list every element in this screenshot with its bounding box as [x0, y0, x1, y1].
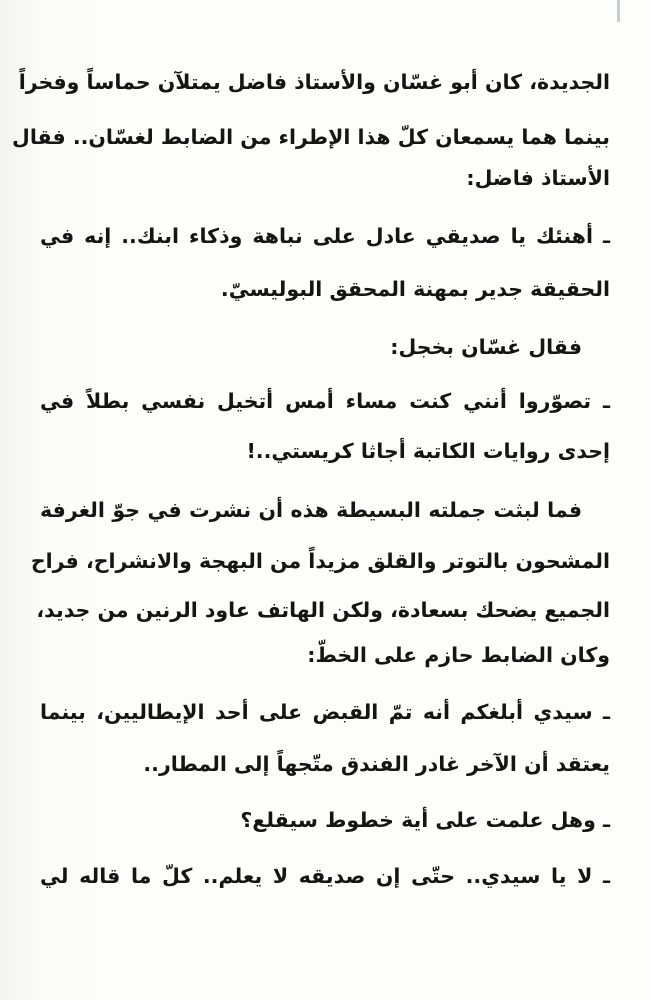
- text-line-12: وكان الضابط حازم على الخطّ:: [307, 643, 610, 667]
- text-line-16: ـ لا يا سيدي.. حتّى إن صديقه لا يعلم.. كلّ ما قاله لي: [40, 864, 610, 888]
- text-line-7: ـ تصوّروا أنني كنت مساء أمس أتخيل نفسي بطلاً في: [40, 389, 610, 413]
- text-line-15: ـ وهل علمت على أية خطوط سيقلع؟: [240, 808, 610, 832]
- text-line-6: فقال غسّان بخجل:: [390, 335, 582, 359]
- text-line-4: ـ أهنئك يا صديقي عادل على نباهة وذكاء ابنك.. إنه في: [40, 224, 610, 248]
- text-line-13: ـ سيدي أبلغكم أنه تمّ القبض على أحد الإيطاليين، بينما: [40, 700, 610, 724]
- text-line-10: المشحون بالتوتر والقلق مزيداً من البهجة والانشراح، فراح: [30, 549, 610, 573]
- text-line-5: الحقيقة جدير بمهنة المحقق البوليسيّ.: [220, 277, 610, 301]
- page-edge-mark: [617, 0, 620, 22]
- text-line-2: بينما هما يسمعان كلّ هذا الإطراء من الضابط لغسّان.. فقال: [12, 125, 610, 149]
- text-line-11: الجميع يضحك بسعادة، ولكن الهاتف عاود الرنين من جديد،: [36, 598, 610, 622]
- text-line-1: الجديدة، كان أبو غسّان والأستاذ فاضل يمتلآن حماساً وفخراً: [18, 70, 610, 94]
- text-line-9: فما لبثت جملته البسيطة هذه أن نشرت في جوّ الغرفة: [40, 498, 582, 522]
- text-line-3: الأستاذ فاضل:: [466, 166, 610, 190]
- text-line-14: يعتقد أن الآخر غادر الفندق متّجهاً إلى المطار..: [143, 752, 610, 776]
- text-line-8: إحدى روايات الكاتبة أجاثا كريستي..!: [246, 439, 610, 463]
